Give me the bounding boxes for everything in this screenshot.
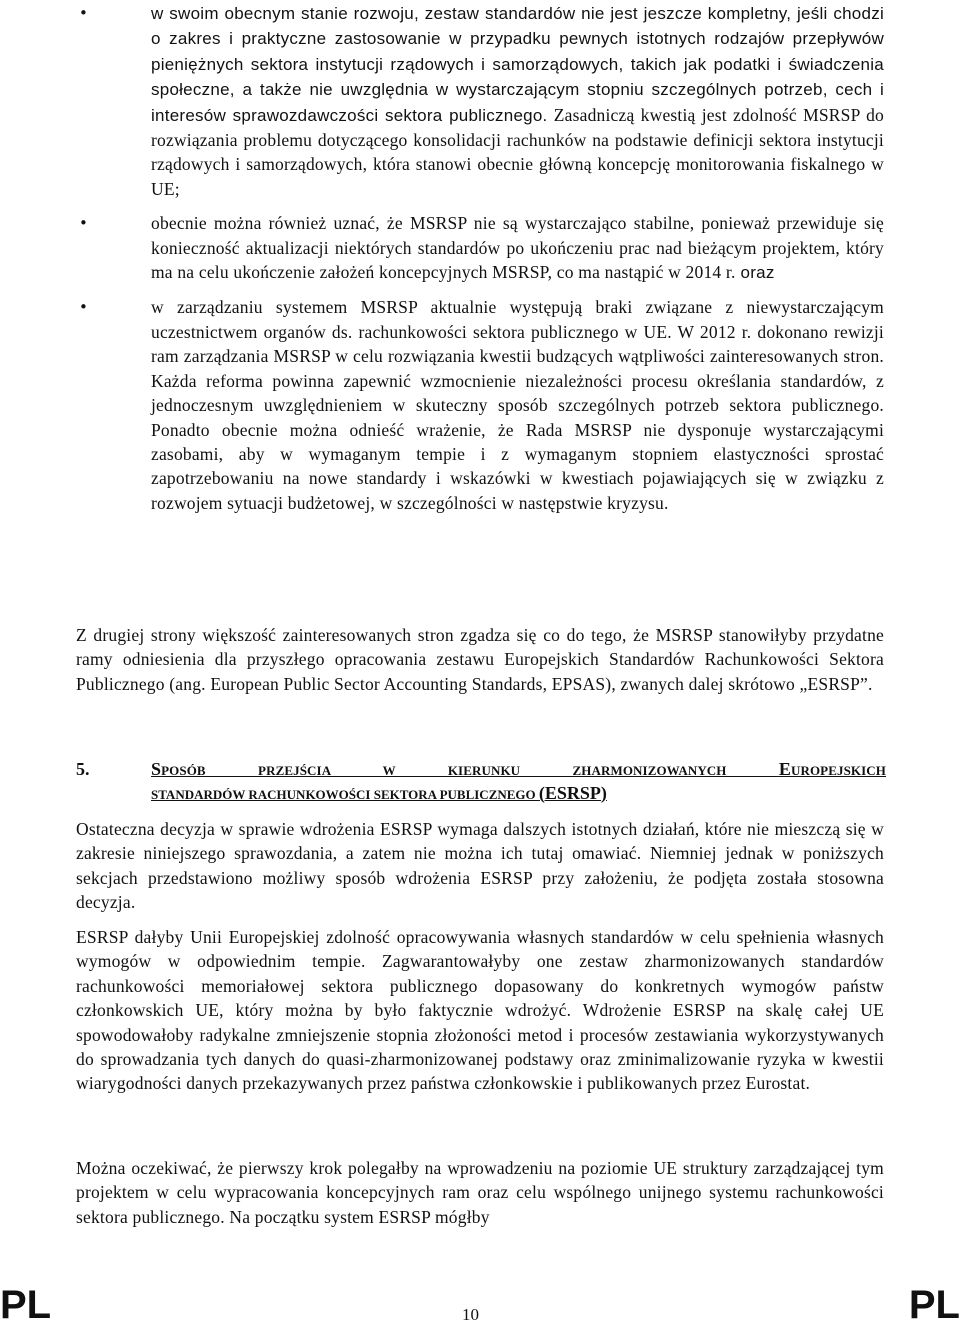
bullet-text-sans: w swoim obecnym stanie rozwoju, zestaw standardów nie jest jeszcze kompletny, jeśli chodzi o zakres i praktyczne zastosowanie w przypadku pewnych istotnych rodzajów przepływów pieniężnych sektora instytucji rządowych i samorządowych, takich jak podatki i świadczenia społeczne, a także nie uwzględnia w wystarczającym stopniu szczególnych potrzeb, cech i interesów sprawozdawczości sektora publicznego.: [151, 4, 884, 125]
bullet-text: [151, 211, 884, 285]
page-number: 10: [462, 1305, 479, 1324]
bullet-item: [0, 211, 960, 285]
bullet-text-serif: Zasadniczą kwestią jest zdolność MSRSP do rozwiązania problemu dotyczącego konsolidacji rachunków na podstawie definicji sektora instytucji rządowych i samorządowych, która stanowi obecnie główną koncepcję monitorowania fiskalnego w UE;: [151, 104, 884, 199]
bullet-text-sans: oraz: [735, 263, 775, 283]
paragraph-first-step: Można oczekiwać, że pierwszy krok polegałby na wprowadzeniu na poziomie UE struktury zarządzającej tym projektem w celu wypracowania koncepcyjnych ram oraz celu wspólnego unijnego systemu rachunkowości sektora publicznego. Na początku system ESRSP mógłby: [76, 1158, 884, 1227]
bullet-icon: •: [79, 214, 88, 233]
bullet-list: [0, 1, 960, 515]
bullet-icon: •: [79, 4, 88, 22]
paragraph-epsas: Z drugiej strony większość zainteresowanych stron zgadza się co do tego, że MSRSP stanowiłyby przydatne ramy odniesienia dla przyszłego opracowania zestawu Europejskich Standardów Rachunkowości Sektora Publicznego (ang. European Public Sector Accounting Standards, EPSAS), zwanych dalej skrótowo „ESRSP”.: [76, 625, 884, 694]
paragraph-decision: Ostateczna decyzja w sprawie wdrożenia ESRSP wymaga dalszych istotnych działań, które nie mieszczą się w zakresie niniejszego sprawozdania, a zatem nie można ich tutaj omawiać. Niemniej jednak w poniższych sekcjach przedstawiono możliwy sposób wdrożenia ESRSP przy założeniu, że podjęta została stosowna decyzja.: [76, 819, 884, 913]
bullet-item: [0, 1, 960, 201]
paragraph-esrsp-benefits: ESRSP dałyby Unii Europejskiej zdolność opracowywania własnych standardów w celu spełnienia własnych wymogów w odpowiednim tempie. Zagwarantowałyby one zestaw zharmonizowanych standardów rachunkowości memoriałowej sektora publicznego dopasowany do konkretnych wymogów państw członkowskich UE, który można by było faktycznie wdrożyć. Wdrożenie ESRSP na skalę całej UE spowodowałoby radykalne zmniejszenie stopnia złożoności metod i procesów zestawiania wykorzystywanych do sprowadzania tych danych do quasi-zharmonizowanej podstawy oraz zminimalizowanie ryzyka w kwestii wiarygodności danych przekazywanych przez państwa członkowskie i publikowanych przez Eurostat.: [76, 927, 884, 1094]
bullet-text-serif: obecnie można również uznać, że MSRSP nie są wystarczająco stabilne, ponieważ przewiduje się konieczność aktualizacji niektórych standardów po ukończeniu prac nad bieżącym projektem, który ma na celu ukończenie założeń koncepcyjnych MSRSP, co ma nastąpić w 2014 r.: [151, 213, 884, 283]
bullet-text: w zarządzaniu systemem MSRSP aktualnie występują braki związane z niewystarczającym uczestnictwem organów ds. rachunkowości sektora publicznego w UE. W 2012 r. dokonano rewizji ram zarządzania MSRSP w celu rozwiązania kwestii budzących wątpliwości zainteresowanych stron. Każda reforma powinna zapewnić wzmocnienie niezależności procesu określania standardów, z jednoczesnym uwzględnieniem w skuteczny sposób szczególnych potrzeb sektora publicznego. Ponadto obecnie można odnieść wrażenie, że Rada MSRSP nie dysponuje wystarczającymi zasobami, aby w wymaganym tempie i z wymaganym stopniem elastyczności sprostać zapotrzebowaniu na nowe standardy i wskazówki w kwestiach pojawiających się w związku z rozwojem sytuacji budżetowej, w szczególności w następstwie kryzysu.: [151, 297, 884, 513]
bullet-item: [0, 295, 960, 515]
bullet-icon: •: [79, 298, 88, 317]
section-title-line1: SPOSÓB PRZEJŚCIA W KIERUNKU ZHARMONIZOWANYCH EUROPEJSKICH: [151, 759, 886, 779]
section-title-line2: STANDARDÓW RACHUNKOWOŚCI SEKTORA PUBLICZNEGO (ESRSP): [151, 783, 607, 803]
footer-language-left: PL: [0, 1283, 52, 1327]
bullet-text: [151, 1, 884, 201]
section-number: 5.: [76, 759, 90, 779]
footer-language-right: PL: [908, 1283, 960, 1327]
